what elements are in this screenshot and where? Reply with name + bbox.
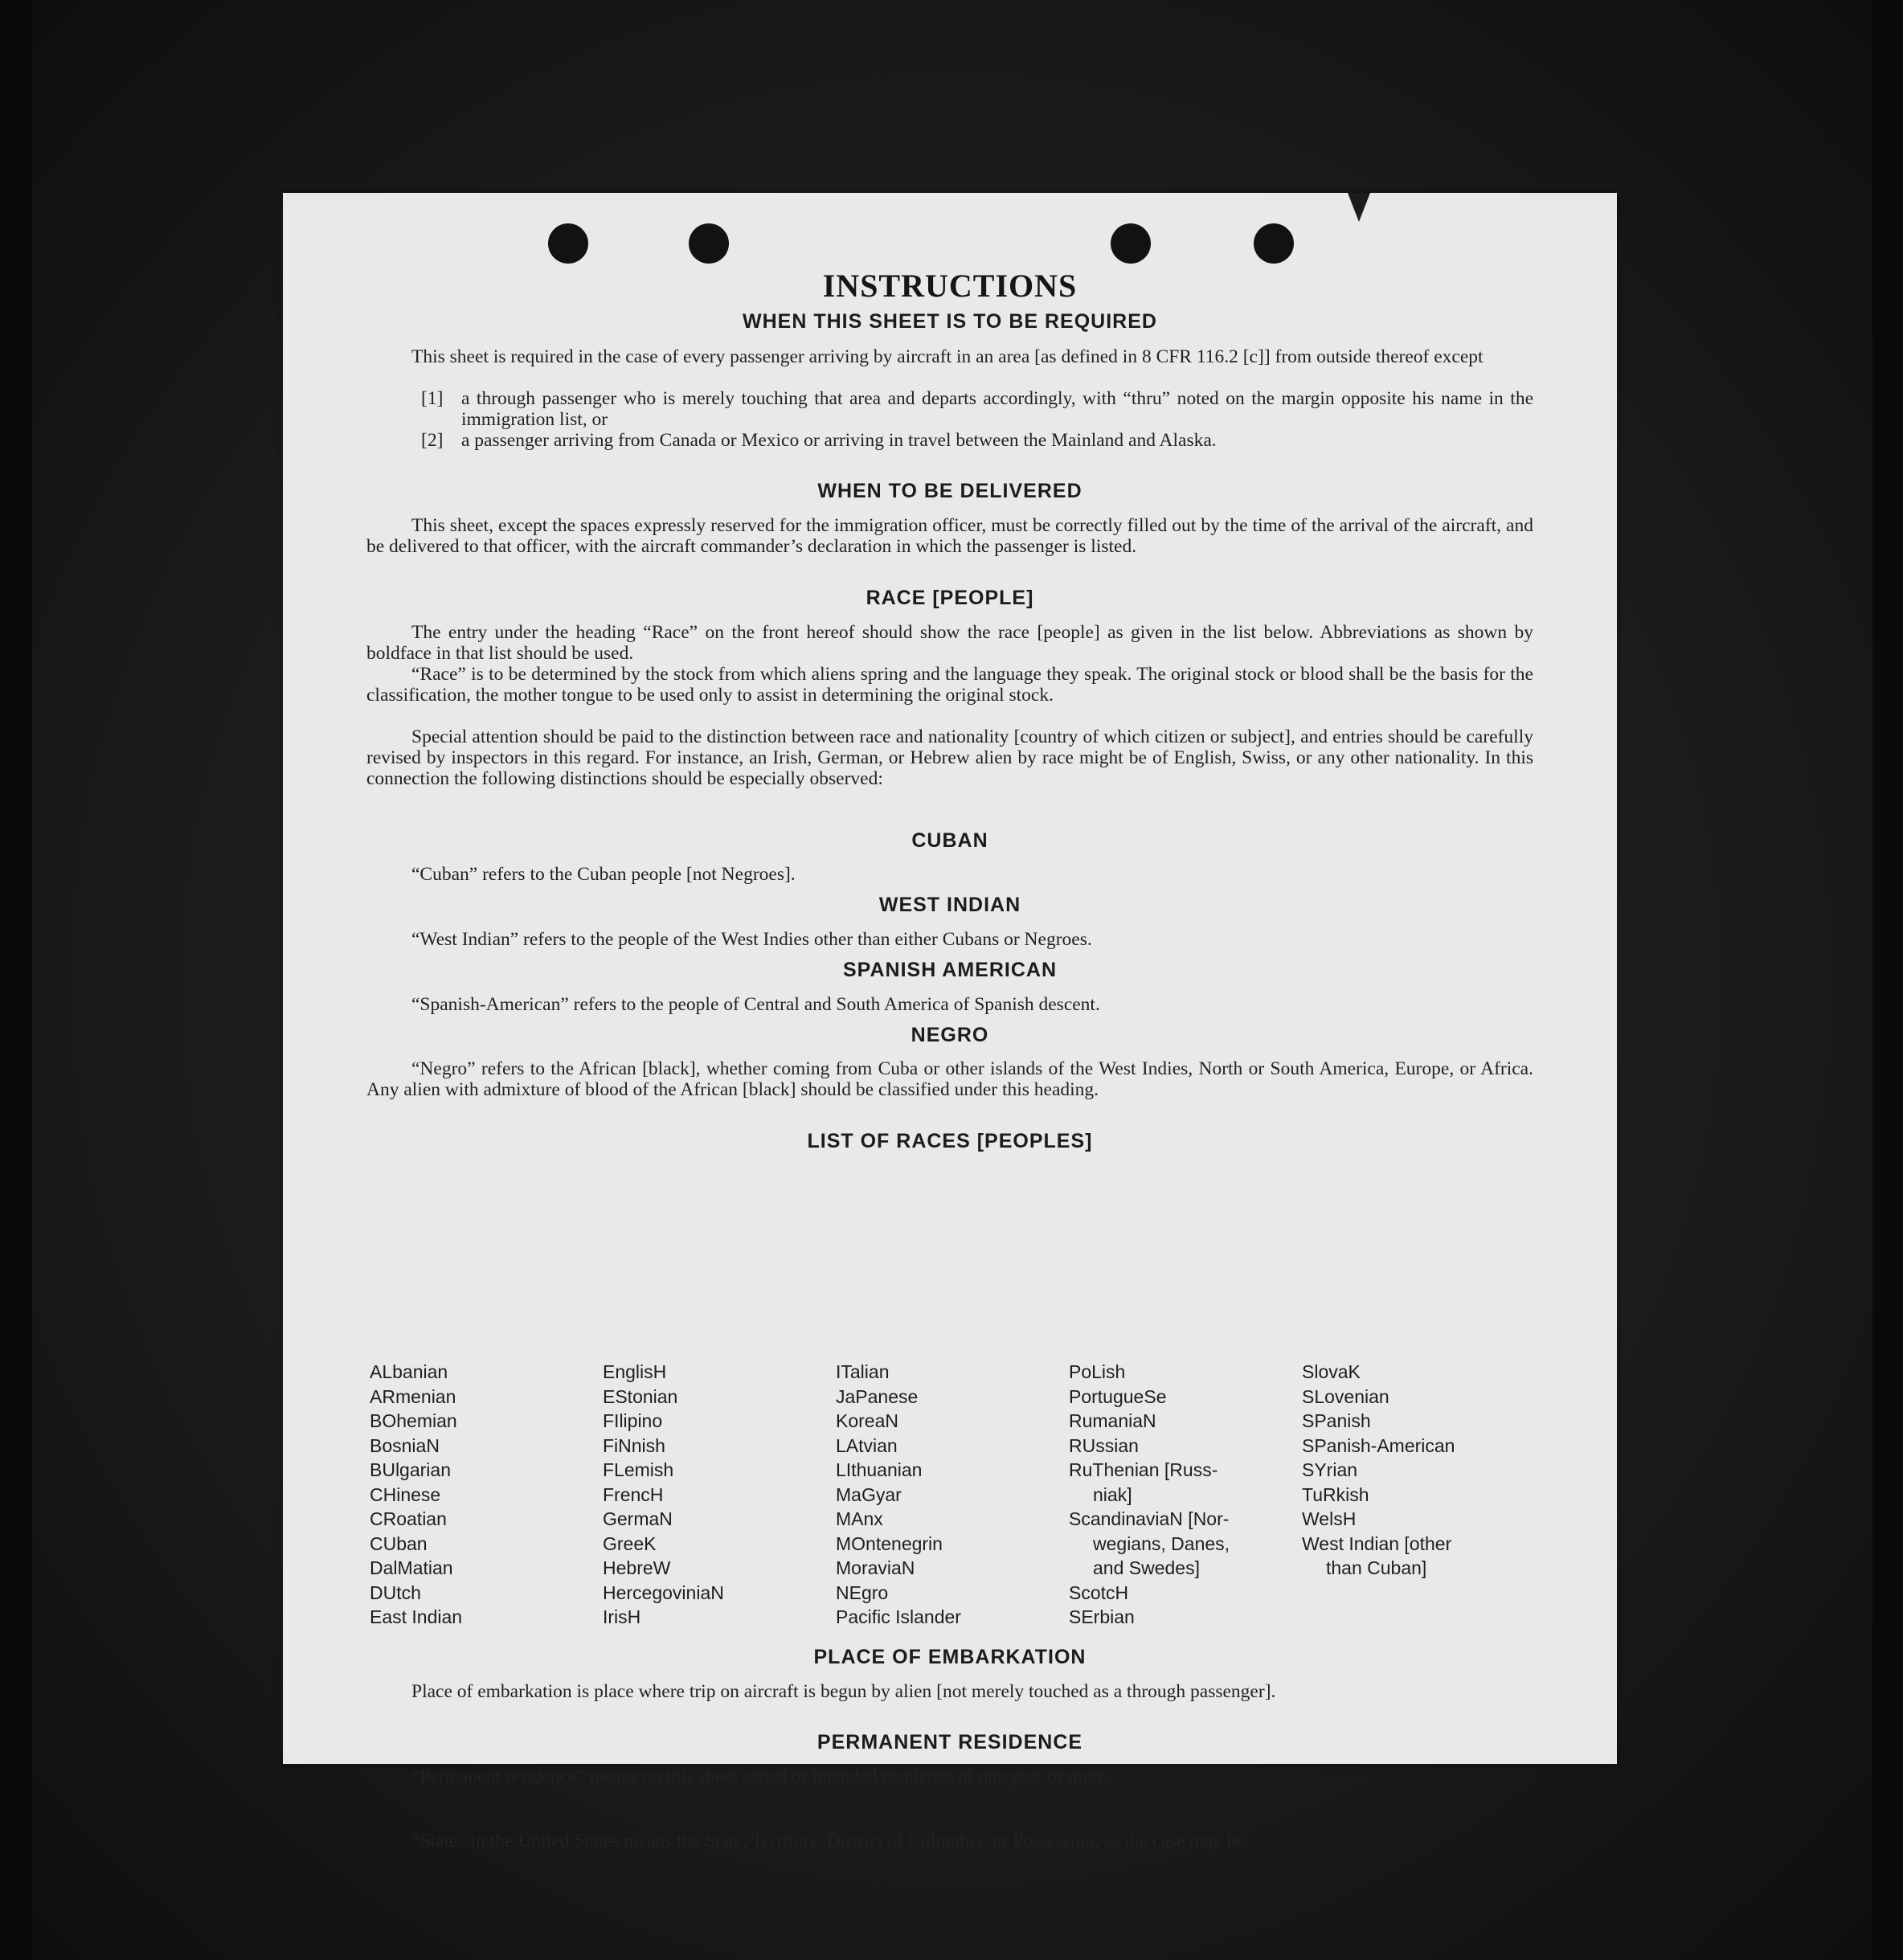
race-entry: RumaniaN	[1069, 1410, 1156, 1431]
race-entry: PoLish	[1069, 1361, 1126, 1382]
race-entry: ARmenian	[370, 1385, 456, 1407]
race-entry: SPanish	[1302, 1410, 1371, 1431]
race-entry: WelsH	[1302, 1508, 1357, 1529]
race-entry: RuThenian [Russ-	[1069, 1459, 1218, 1480]
race-paragraph-3: Special attention should be paid to the distinction between race and nationality [country of which citizen or subject], and entries should be carefully revised by inspectors in this regard. For instance, an Irish, German, or Hebrew alien by race might be of English, Swiss, or any other nationality. In this connection the following distinctions should be especially observed:	[366, 726, 1533, 789]
cuban-text: “Cuban” refers to the Cuban people [not Negroes].	[411, 864, 796, 885]
race-entry: LIthuanian	[836, 1459, 923, 1480]
race-entry: IrisH	[603, 1606, 641, 1627]
required-item-1	[421, 388, 1533, 430]
punch-hole	[1111, 223, 1151, 264]
heading-west-indian: WEST INDIAN	[878, 894, 1021, 916]
race-entry: CRoatian	[370, 1508, 447, 1529]
item-text: a passenger arriving from Canada or Mexico or arriving in travel between the Mainland and Alaska.	[461, 430, 1217, 451]
race-entry: ITalian	[836, 1361, 890, 1382]
race-entry: JaPanese	[836, 1385, 919, 1407]
race-entry: KoreaN	[836, 1410, 898, 1431]
race-entry: SErbian	[1069, 1606, 1135, 1627]
race-entry: DUtch	[370, 1582, 421, 1603]
race-entry: ScandinaviaN [Nor-	[1069, 1508, 1230, 1529]
required-item-2	[421, 430, 1533, 451]
race-entry-continued: than Cuban]	[1326, 1557, 1427, 1578]
race-entry: EnglisH	[603, 1361, 667, 1382]
race-entry: DalMatian	[370, 1557, 453, 1578]
race-entry: BUlgarian	[370, 1459, 451, 1480]
race-entry: ALbanian	[370, 1361, 448, 1382]
punch-hole	[548, 223, 588, 264]
race-entry: SLovenian	[1302, 1385, 1389, 1407]
race-entry: RUssian	[1069, 1434, 1139, 1456]
race-entry-continued: niak]	[1093, 1483, 1132, 1505]
spanish-american-text: “Spanish-American” refers to the people of Central and South America of Spanish descent.	[411, 994, 1100, 1015]
race-entry: MoraviaN	[836, 1557, 915, 1578]
paper-tear	[1348, 193, 1370, 222]
race-entry: BosniaN	[370, 1434, 440, 1456]
delivered-text: This sheet, except the spaces expressly reserved for the immigration officer, must be correctly filled out by the time of the arrival of the aircraft, and be delivered to that officer, with the aircraft commander’s declaration in which the passenger is listed.	[366, 515, 1533, 557]
punch-hole	[689, 223, 729, 264]
heading-when-required: WHEN THIS SHEET IS TO BE REQUIRED	[743, 310, 1157, 333]
race-entry: East Indian	[370, 1606, 463, 1627]
race-entry: FLemish	[603, 1459, 674, 1480]
race-entry: MaGyar	[836, 1483, 902, 1505]
heading-embarkation: PLACE OF EMBARKATION	[813, 1646, 1087, 1668]
residence-text: “Permanent residence” means on this sheet actual or intended residence of one year or more.	[411, 1766, 1112, 1787]
state-text: “State” in the United States means the State, Territory, District of Columbia, or Possession, as the case may be.	[411, 1831, 1250, 1852]
instruction-sheet	[283, 193, 1617, 1852]
race-entry: CHinese	[370, 1483, 441, 1505]
races-column-2	[603, 1360, 724, 1630]
page-title: INSTRUCTIONS	[822, 268, 1078, 304]
heading-cuban: CUBAN	[911, 829, 988, 852]
race-entry: FiNnish	[603, 1434, 665, 1456]
heading-permanent-residence: PERMANENT RESIDENCE	[816, 1731, 1083, 1753]
race-entry: West Indian [other	[1302, 1532, 1452, 1554]
race-paragraph-1: The entry under the heading “Race” on the front hereof should show the race [people] as given in the list below. Abbreviations as shown by boldface in that list should be used.	[366, 622, 1533, 664]
race-entry: HebreW	[603, 1557, 671, 1578]
heading-race: RACE [PEOPLE]	[866, 587, 1034, 609]
race-entry: SlovaK	[1302, 1361, 1361, 1382]
race-entry-continued: wegians, Danes,	[1093, 1532, 1230, 1554]
races-column-3	[836, 1360, 961, 1630]
race-entry: SPanish-American	[1302, 1434, 1455, 1456]
race-entry: EStonian	[603, 1385, 678, 1407]
race-entry: Pacific Islander	[836, 1606, 961, 1627]
west-indian-text: “West Indian” refers to the people of the West Indies other than either Cubans or Negroes.	[411, 929, 1092, 950]
race-entry: FIlipino	[603, 1410, 663, 1431]
heading-list-of-races: LIST OF RACES [PEOPLES]	[807, 1130, 1093, 1152]
race-entry: SYrian	[1302, 1459, 1358, 1480]
race-entry: ScotcH	[1069, 1582, 1129, 1603]
heading-when-delivered: WHEN TO BE DELIVERED	[817, 480, 1082, 502]
item-number: [2]	[421, 430, 444, 451]
item-text: a through passenger who is merely touching that area and departs accordingly, with “thru” noted on the margin opposite his name in the immigration list, or	[461, 388, 1533, 430]
scan-edge-right	[1872, 0, 1903, 1960]
races-column-5	[1302, 1360, 1455, 1581]
race-entry: PortugueSe	[1069, 1385, 1167, 1407]
race-entry: BOhemian	[370, 1410, 457, 1431]
race-entry: GreeK	[603, 1532, 657, 1554]
heading-spanish-american: SPANISH AMERICAN	[842, 959, 1057, 981]
negro-text: “Negro” refers to the African [black], whether coming from Cuba or other islands of the West Indies, North or South America, Europe, or Africa. Any alien with admixture of blood of the African [black] should be classified under this heading.	[366, 1058, 1533, 1100]
races-column-4	[1069, 1360, 1230, 1630]
races-column-1	[370, 1360, 462, 1630]
race-paragraph-2: “Race” is to be determined by the stock from which aliens spring and the language they speak. The original stock or blood shall be the basis for the classification, the mother tongue to be used only to assist in determining the original stock.	[366, 664, 1533, 706]
race-entry: LAtvian	[836, 1434, 898, 1456]
race-entry: TuRkish	[1302, 1483, 1369, 1505]
race-entry: HercegoviniaN	[603, 1582, 724, 1603]
heading-state: STATE	[916, 1795, 984, 1818]
punch-hole	[1254, 223, 1294, 264]
embarkation-text: Place of embarkation is place where trip on aircraft is begun by alien [not merely touched as a through passenger].	[411, 1681, 1276, 1702]
scan-edge-left	[0, 0, 32, 1960]
race-entry: CUban	[370, 1532, 428, 1554]
race-entry: MOntenegrin	[836, 1532, 943, 1554]
race-entry: FrencH	[603, 1483, 664, 1505]
race-entry: MAnx	[836, 1508, 883, 1529]
race-entry: NEgro	[836, 1582, 889, 1603]
item-number: [1]	[421, 388, 444, 409]
heading-negro: NEGRO	[911, 1024, 989, 1046]
race-entry-continued: and Swedes]	[1093, 1557, 1200, 1578]
required-intro: This sheet is required in the case of every passenger arriving by aircraft in an area [as defined in 8 CFR 116.2 [c]] from outside thereof except	[411, 346, 1484, 367]
race-entry: GermaN	[603, 1508, 673, 1529]
